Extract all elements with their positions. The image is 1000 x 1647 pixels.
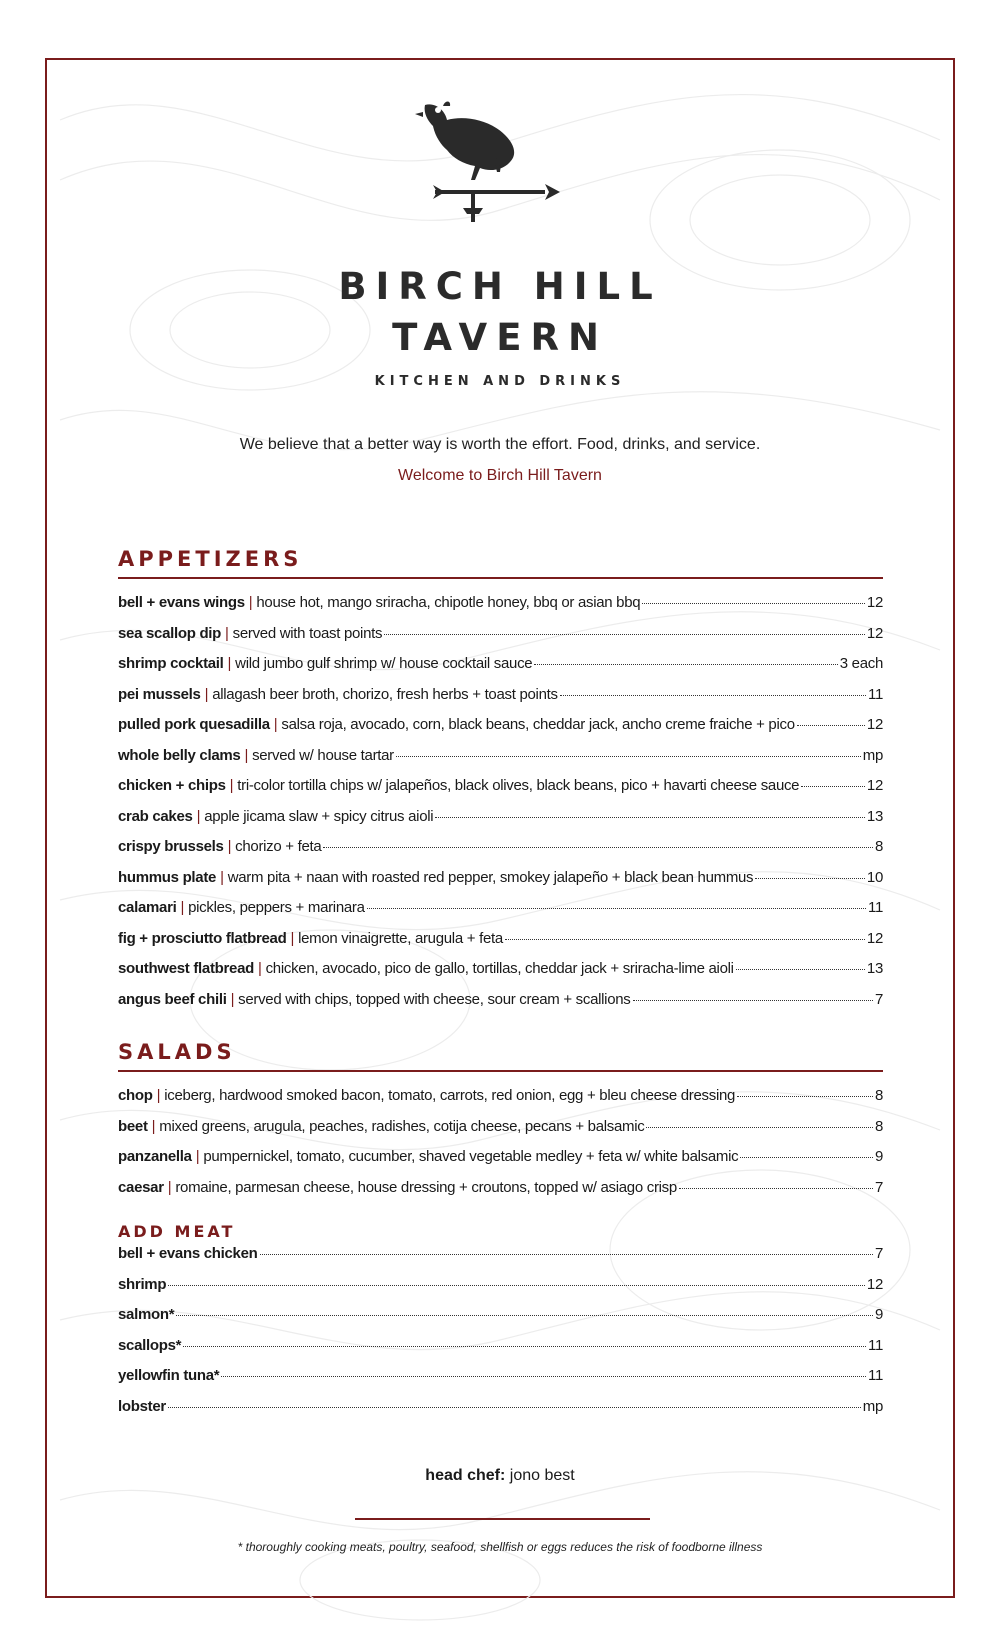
dot-leader — [384, 634, 865, 635]
dot-leader — [260, 1254, 873, 1255]
item-price: 13 — [866, 807, 883, 825]
item-name: yellowfin tuna* — [118, 1367, 220, 1384]
add-meat-list — [118, 1245, 883, 1428]
dot-leader — [534, 664, 837, 665]
item-name: crab cakes — [118, 807, 193, 825]
item-price: 11 — [868, 1336, 883, 1354]
head-chef — [0, 1467, 1000, 1485]
item-separator: | — [227, 655, 232, 672]
item-name: chicken + chips — [118, 777, 226, 794]
menu-item — [118, 1118, 883, 1149]
dot-leader — [740, 1157, 873, 1158]
menu-item — [118, 1337, 883, 1368]
item-name: angus beef chili — [118, 990, 227, 1008]
item-separator: | — [225, 624, 229, 642]
item-description: warm pita + naan with roasted red pepper, smokey jalapeño + black bean hummus — [227, 868, 754, 886]
menu-item — [118, 777, 883, 808]
item-price: 12 — [866, 594, 883, 611]
dot-leader — [736, 969, 865, 970]
add-meat-heading: ADD MEAT — [118, 1222, 236, 1241]
rooster-weathervane-icon — [405, 100, 585, 255]
dot-leader — [168, 1407, 861, 1408]
dot-leader — [505, 939, 865, 940]
item-separator: | — [220, 868, 224, 886]
menu-item — [118, 1148, 883, 1179]
menu-item — [118, 838, 883, 869]
dot-leader — [367, 908, 866, 909]
item-price: mp — [862, 746, 883, 764]
item-name: panzanella — [118, 1148, 192, 1165]
item-price: 9 — [874, 1306, 883, 1323]
item-name: beet — [118, 1117, 148, 1135]
item-price: 12 — [866, 777, 883, 794]
item-price: 13 — [866, 960, 883, 977]
item-separator: | — [195, 1148, 200, 1165]
item-name: pei mussels — [118, 685, 201, 703]
dot-leader — [168, 1285, 865, 1286]
brand-name-line1: BIRCH HILL — [338, 265, 662, 308]
item-description: pickles, peppers + marinara — [188, 899, 365, 916]
item-name: salmon* — [118, 1306, 175, 1323]
item-price: mp — [862, 1397, 883, 1415]
dot-leader — [396, 756, 861, 757]
item-price: 12 — [866, 624, 883, 642]
dot-leader — [176, 1315, 873, 1316]
item-price: 12 — [866, 1275, 883, 1293]
dot-leader — [679, 1188, 873, 1189]
item-description: chorizo + feta — [235, 838, 322, 855]
item-price: 8 — [874, 1117, 883, 1135]
item-separator: | — [248, 594, 253, 611]
dot-leader — [755, 878, 865, 879]
item-description: served w/ house tartar — [252, 746, 394, 764]
welcome-message: Welcome to Birch Hill Tavern — [398, 467, 602, 484]
dot-leader — [221, 1376, 866, 1377]
item-name: hummus plate — [118, 868, 217, 886]
item-separator: | — [227, 838, 232, 855]
item-description: chicken, avocado, pico de gallo, tortillas, cheddar jack + sriracha-lime aioli — [265, 960, 734, 977]
item-name: shrimp — [118, 1275, 167, 1293]
menu-item — [118, 594, 883, 625]
item-price: 7 — [874, 990, 883, 1008]
item-name: fig + prosciutto flatbread — [118, 929, 287, 947]
item-description: salsa roja, avocado, corn, black beans, cheddar jack, ancho creme fraiche + pico — [281, 716, 795, 733]
item-description: romaine, parmesan cheese, house dressing + croutons, topped w/ asiago crisp — [175, 1178, 677, 1196]
salads-list — [118, 1087, 883, 1209]
item-separator: | — [258, 960, 262, 977]
menu-item — [118, 1245, 883, 1276]
dot-leader — [183, 1346, 866, 1347]
menu-item — [118, 1087, 883, 1118]
item-separator: | — [156, 1087, 161, 1104]
menu-item — [118, 1306, 883, 1337]
tagline: We believe that a better way is worth the effort. Food, drinks, and service. — [239, 436, 761, 453]
dot-leader — [323, 847, 873, 848]
dot-leader — [737, 1096, 873, 1097]
item-name: chop — [118, 1087, 153, 1104]
item-separator: | — [196, 807, 201, 825]
item-price: 8 — [874, 838, 883, 855]
appetizers-heading: APPETIZERS — [118, 547, 883, 579]
menu-item — [118, 1276, 883, 1307]
item-price: 12 — [866, 929, 883, 947]
menu-item — [118, 716, 883, 747]
item-separator: | — [180, 899, 185, 916]
item-name: whole belly clams — [118, 746, 241, 764]
item-price: 8 — [874, 1087, 883, 1104]
item-separator: | — [273, 716, 278, 733]
dot-leader — [797, 725, 865, 726]
menu-item — [118, 625, 883, 656]
item-description: apple jicama slaw + spicy citrus aioli — [204, 807, 434, 825]
item-name: pulled pork quesadilla — [118, 716, 270, 733]
item-name: crispy brussels — [118, 838, 224, 855]
item-price: 10 — [866, 868, 883, 886]
item-name: caesar — [118, 1178, 164, 1196]
menu-item — [118, 960, 883, 991]
item-separator: | — [204, 685, 209, 703]
menu-item — [118, 1179, 883, 1210]
item-description: allagash beer broth, chorizo, fresh herbs + toast points — [212, 685, 558, 703]
dot-leader — [633, 1000, 873, 1001]
item-description: mixed greens, arugula, peaches, radishes, cotija cheese, pecans + balsamic — [159, 1117, 645, 1135]
item-price: 11 — [868, 685, 883, 703]
menu-item — [118, 991, 883, 1022]
item-name: calamari — [118, 899, 177, 916]
item-description: iceberg, hardwood smoked bacon, tomato, carrots, red onion, egg + bleu cheese dressing — [164, 1087, 736, 1104]
menu-item — [118, 1398, 883, 1429]
item-description: served with toast points — [232, 624, 383, 642]
menu-item — [118, 899, 883, 930]
menu-item — [118, 808, 883, 839]
dot-leader — [646, 1127, 873, 1128]
dot-leader — [642, 603, 865, 604]
item-name: sea scallop dip — [118, 624, 222, 642]
item-name: lobster — [118, 1397, 166, 1415]
item-price: 9 — [874, 1148, 883, 1165]
item-price: 11 — [868, 899, 883, 916]
appetizers-list — [118, 594, 883, 1021]
item-description: house hot, mango sriracha, chipotle honey, bbq or asian bbq — [256, 594, 641, 611]
item-separator: | — [244, 746, 249, 764]
item-price: 3 each — [839, 655, 883, 672]
dot-leader — [560, 695, 866, 696]
menu-item — [118, 869, 883, 900]
chef-divider — [355, 1518, 650, 1520]
head-chef-name: jono best — [509, 1467, 575, 1484]
item-description: wild jumbo gulf shrimp w/ house cocktail sauce — [235, 655, 533, 672]
item-separator: | — [290, 929, 295, 947]
item-separator: | — [229, 777, 234, 794]
menu-item — [118, 686, 883, 717]
item-description: lemon vinaigrette, arugula + feta — [298, 929, 503, 947]
item-separator: | — [230, 990, 235, 1008]
menu-item — [118, 655, 883, 686]
item-price: 7 — [874, 1178, 883, 1196]
head-chef-label: head chef: — [425, 1467, 506, 1484]
brand-name-line2: TAVERN — [392, 316, 608, 359]
item-separator: | — [167, 1178, 172, 1196]
item-price: 12 — [866, 716, 883, 733]
salads-heading: SALADS — [118, 1040, 883, 1072]
item-price: 7 — [874, 1245, 883, 1262]
item-name: shrimp cocktail — [118, 655, 224, 672]
menu-item — [118, 747, 883, 778]
brand-subtitle: KITCHEN AND DRINKS — [374, 374, 626, 389]
dot-leader — [435, 817, 865, 818]
item-description: served with chips, topped with cheese, sour cream + scallions — [238, 990, 631, 1008]
item-name: scallops* — [118, 1336, 182, 1354]
menu-item — [118, 1367, 883, 1398]
item-name: bell + evans wings — [118, 594, 245, 611]
item-name: southwest flatbread — [118, 960, 254, 977]
item-description: pumpernickel, tomato, cucumber, shaved vegetable medley + feta w/ white balsamic — [203, 1148, 739, 1165]
item-description: tri-color tortilla chips w/ jalapeños, black olives, black beans, pico + havarti cheese sauce — [237, 777, 800, 794]
item-name: bell + evans chicken — [118, 1245, 258, 1262]
menu-item — [118, 930, 883, 961]
dot-leader — [801, 786, 865, 787]
item-price: 11 — [868, 1367, 883, 1384]
item-separator: | — [151, 1117, 156, 1135]
food-safety-footnote: * thoroughly cooking meats, poultry, seafood, shellfish or eggs reduces the risk of foodborne illness — [237, 1540, 763, 1554]
